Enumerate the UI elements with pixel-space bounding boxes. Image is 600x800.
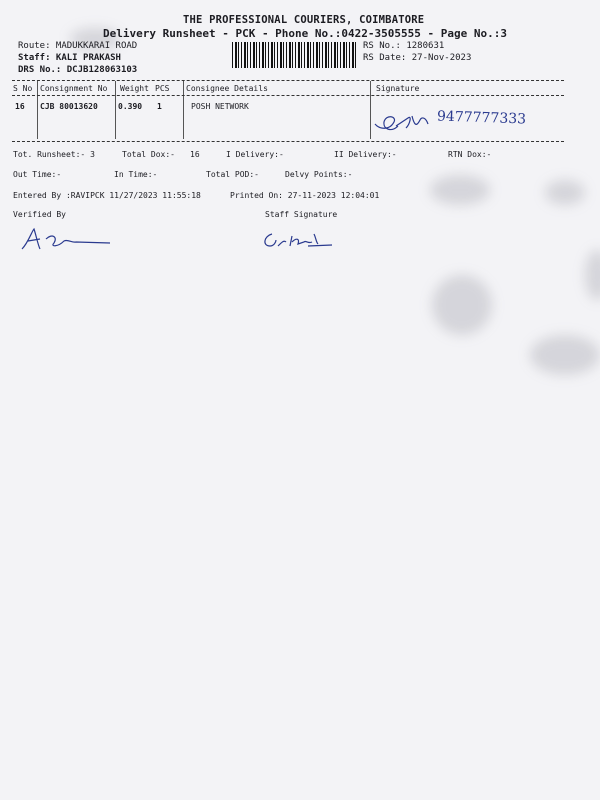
company-name: THE PROFESSIONAL COURIERS, COIMBATORE [183,14,425,26]
in-time: In Time:- [114,170,158,179]
entered-by: Entered By :RAVIPCK 11/27/2023 11:55:18 [13,191,201,200]
staff-signature [260,226,340,254]
rs-number: RS No.: 1280631 [363,41,445,51]
col-divider [37,81,38,139]
col-consignee: Consignee Details [186,84,268,93]
runsheet-title: Delivery Runsheet - PCK - Phone No.:0422-3505555 - Page No.:3 [103,27,507,40]
col-consignment: Consignment No [40,84,108,93]
row-weight: 0.390 [118,102,143,111]
col-signature: Signature [376,84,420,93]
recipient-signature [372,108,432,136]
drs-number: DRS No.: DCJB128063103 [18,65,138,75]
verified-by-label: Verified By [13,210,66,219]
ink-smudge [530,335,600,375]
col-divider [115,81,116,139]
i-delivery: I Delivery:- [226,150,284,159]
row-consignment: CJB 80013620 [40,102,98,111]
ii-delivery: II Delivery:- [334,150,397,159]
table-bottom-rule [12,141,564,142]
out-time: Out Time:- [13,170,62,179]
staff-signature-label: Staff Signature [265,210,338,219]
tot-runsheet: Tot. Runsheet:- 3 [13,150,95,159]
row-consignee: POSH NETWORK [191,102,249,111]
ink-smudge [432,275,492,335]
table-header-rule [12,95,564,96]
row-sno: 16 [15,102,25,111]
ink-smudge [545,180,585,205]
col-weight: Weight [120,84,149,93]
verifier-signature [18,225,118,255]
col-divider [370,81,371,139]
table-top-rule [12,80,564,81]
staff-label: Staff: KALI PRAKASH [18,53,121,63]
total-dox-value: 16 [190,150,200,159]
route-label: Route: MADUKKARAI ROAD [18,41,138,51]
barcode [232,42,358,68]
col-pcs: PCS [155,84,170,93]
ink-smudge [585,250,600,300]
total-dox-label: Total Dox:- [122,150,175,159]
recipient-phone: 9477777333 [436,108,527,128]
rtn-dox: RTN Dox:- [448,150,492,159]
col-sno: S No [13,84,33,93]
total-pod: Total POD:- [206,170,259,179]
delvy-points: Delvy Points:- [285,170,353,179]
row-pcs: 1 [157,102,162,111]
ink-smudge [430,175,490,205]
rs-date: RS Date: 27-Nov-2023 [363,53,472,63]
printed-on: Printed On: 27-11-2023 12:04:01 [230,191,380,200]
col-divider [183,81,184,139]
